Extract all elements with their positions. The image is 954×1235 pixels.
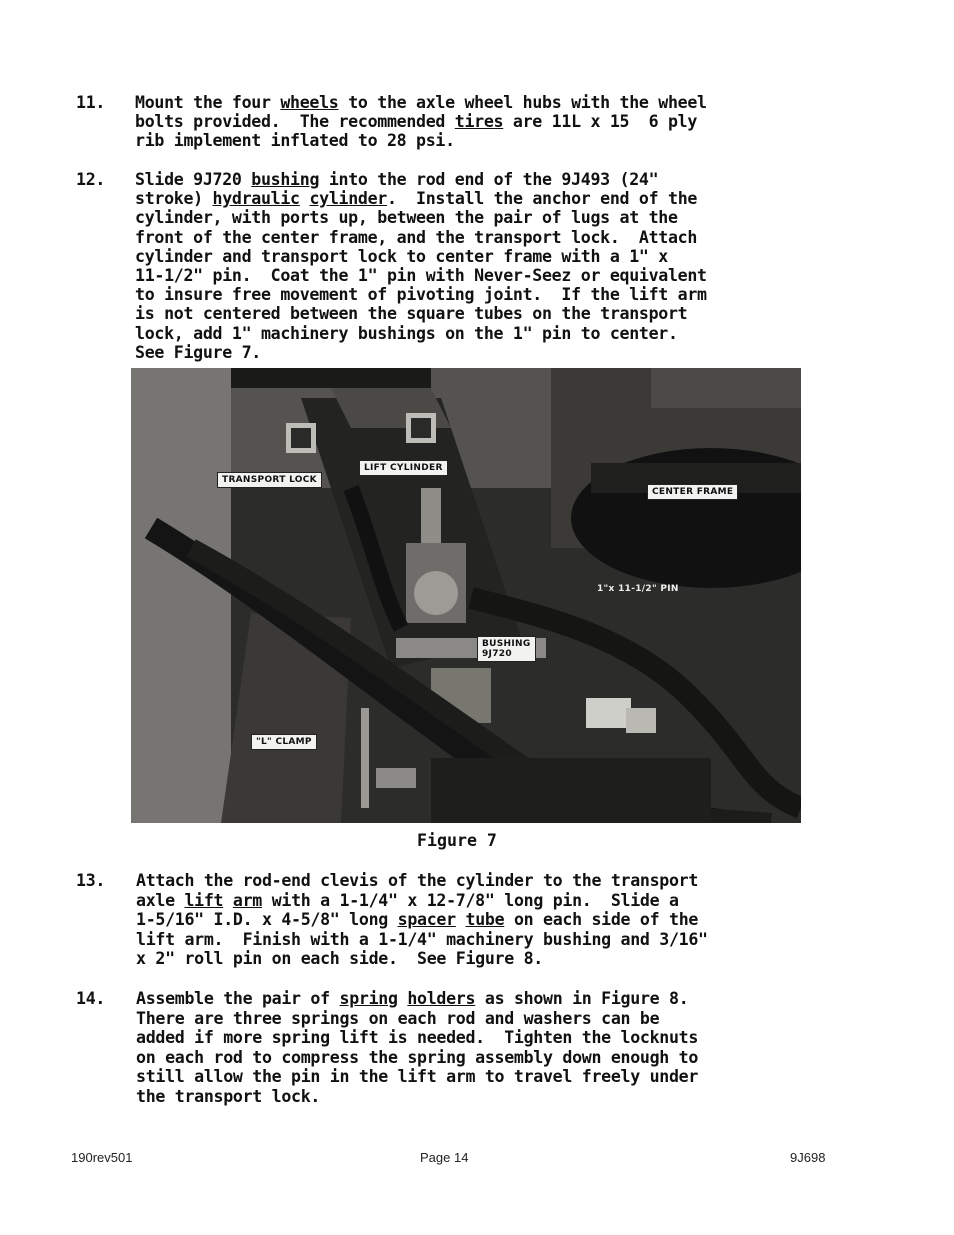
step-text bbox=[136, 989, 856, 1107]
figure-7-photo bbox=[131, 368, 801, 823]
text-line: cylinder and transport lock to center frame with a 1" x bbox=[135, 246, 668, 266]
figure-caption: Figure 7 bbox=[417, 831, 497, 850]
text-line: cylinder, with ports up, between the pair of lugs at the bbox=[135, 208, 678, 228]
footer-page-number: Page 14 bbox=[420, 1150, 469, 1165]
callout-center-frame: CENTER FRAME bbox=[647, 484, 738, 500]
step-text bbox=[136, 871, 856, 969]
text-line: lift arm. Finish with a 1-1/4" machinery bushing and 3/16" bbox=[136, 929, 708, 949]
step-text bbox=[135, 93, 855, 151]
step-number: 13. bbox=[76, 871, 106, 890]
text-line: lock, add 1" machinery bushings on the 1" pin to center. bbox=[135, 323, 678, 343]
footer-document-code: 190rev501 bbox=[71, 1150, 133, 1165]
text-line: added if more spring lift is needed. Tighten the locknuts bbox=[136, 1028, 699, 1048]
text-line: Attach the rod-end clevis of the cylinder to the transport bbox=[136, 871, 699, 890]
text-line: Slide 9J720 bushing into the rod end of the 9J493 (24" bbox=[135, 170, 659, 189]
text-line: See Figure 7. bbox=[135, 342, 261, 362]
text-line: Mount the four wheels to the axle wheel hubs with the wheel bbox=[135, 93, 707, 112]
text-line: stroke) hydraulic cylinder. Install the anchor end of the bbox=[135, 189, 698, 209]
text-line: 1-5/16" I.D. x 4-5/8" long spacer tube on each side of the bbox=[136, 910, 699, 930]
callout-bushing bbox=[477, 636, 536, 662]
text-line: rib implement inflated to 28 psi. bbox=[135, 131, 455, 151]
text-line: x 2" roll pin on each side. See Figure 8. bbox=[136, 949, 543, 969]
text-line: bolts provided. The recommended tires are 11L x 15 6 ply bbox=[135, 112, 698, 132]
step-text bbox=[135, 170, 855, 362]
text-line: is not centered between the square tubes on the transport bbox=[135, 304, 688, 324]
text-line: Assemble the pair of spring holders as shown in Figure 8. bbox=[136, 989, 689, 1008]
text-line: the transport lock. bbox=[136, 1086, 321, 1106]
text-line: on each rod to compress the spring assembly down enough to bbox=[136, 1047, 699, 1067]
text-line: 11-1/2" pin. Coat the 1" pin with Never-Seez or equivalent bbox=[135, 266, 707, 286]
callout-lift-cylinder: LIFT CYLINDER bbox=[359, 460, 448, 476]
callout-bushing-line-1: BUSHING bbox=[482, 639, 531, 649]
footer-part-number: 9J698 bbox=[790, 1150, 826, 1165]
step-number: 12. bbox=[76, 170, 106, 189]
callout-bushing-line-2: 9J720 bbox=[482, 649, 512, 659]
text-line: still allow the pin in the lift arm to travel freely under bbox=[136, 1067, 699, 1087]
text-line: to insure free movement of pivoting joint. If the lift arm bbox=[135, 285, 707, 305]
callout-l-clamp: "L" CLAMP bbox=[251, 734, 317, 750]
text-line: There are three springs on each rod and washers can be bbox=[136, 1008, 660, 1028]
text-line: front of the center frame, and the transport lock. Attach bbox=[135, 227, 698, 247]
machinery-photo-illustration bbox=[131, 368, 801, 823]
text-line: axle lift arm with a 1-1/4" x 12-7/8" long pin. Slide a bbox=[136, 890, 679, 910]
callout-pin: 1"x 11-1/2" PIN bbox=[597, 584, 679, 594]
step-number: 11. bbox=[76, 93, 106, 112]
step-number: 14. bbox=[76, 989, 106, 1008]
callout-transport-lock: TRANSPORT LOCK bbox=[217, 472, 322, 488]
